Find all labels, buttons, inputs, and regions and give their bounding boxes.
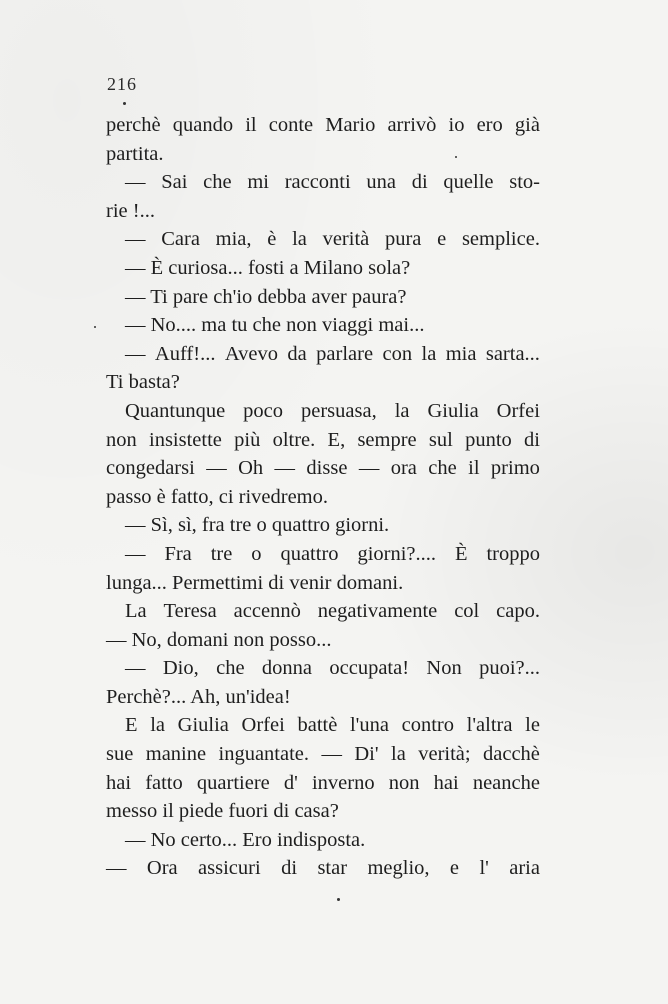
text-line: sue manine inguantate. — Di' la verità; dacchè: [106, 743, 540, 766]
text-line: — No certo... Ero indisposta.: [125, 828, 366, 851]
text-line: — No.... ma tu che non viaggi mai...: [125, 314, 425, 337]
text-line: — Sai che mi racconti una di quelle sto-: [125, 171, 540, 194]
text-line: hai fatto quartiere d' inverno non hai neanche: [106, 771, 540, 794]
text-line: — Cara mia, è la verità pura e semplice.: [125, 228, 540, 251]
text-line: — Auff!... Avevo da parlare con la mia sarta...: [125, 342, 540, 365]
text-line: passo è fatto, ci rivedremo.: [106, 485, 329, 508]
text-line: E la Giulia Orfei battè l'una contro l'altra le: [125, 714, 540, 737]
page-number: 216: [107, 74, 137, 94]
text-line: — Ti pare ch'io debba aver paura?: [125, 285, 407, 308]
text-line: congedarsi — Oh — disse — ora che il primo: [106, 457, 540, 480]
text-line: Ti basta?: [106, 371, 180, 394]
text-line: perchè quando il conte Mario arrivò io ero già: [106, 114, 540, 136]
text-line: — È curiosa... fosti a Milano sola?: [125, 256, 411, 279]
text-line: — Sì, sì, fra tre o quattro giorni.: [125, 514, 390, 537]
text-line: rie !...: [106, 199, 155, 222]
body-text: [106, 111, 540, 883]
text-line: — Fra tre o quattro giorni?.... È troppo: [125, 542, 540, 565]
ink-speck: [455, 156, 457, 158]
text-line: — Dio, che donna occupata! Non puoi?...: [125, 657, 540, 680]
text-line: non insistette più oltre. E, sempre sul punto di: [106, 428, 540, 451]
text-line: — Ora assicuri di star meglio, e l' aria: [106, 857, 540, 880]
text-line: lunga... Permettimi di venir domani.: [106, 571, 404, 594]
text-line: messo il piede fuori di casa?: [106, 800, 339, 823]
ink-speck: [94, 326, 96, 328]
text-line: Perchè?... Ah, un'idea!: [106, 685, 291, 708]
ink-speck: [337, 898, 340, 901]
text-line: partita.: [106, 142, 164, 165]
text-line: Quantunque poco persuasa, la Giulia Orfei: [125, 399, 540, 422]
text-line: — No, domani non posso...: [106, 628, 332, 651]
text-line: La Teresa accennò negativamente col capo.: [125, 600, 540, 623]
ink-speck: [123, 102, 126, 105]
